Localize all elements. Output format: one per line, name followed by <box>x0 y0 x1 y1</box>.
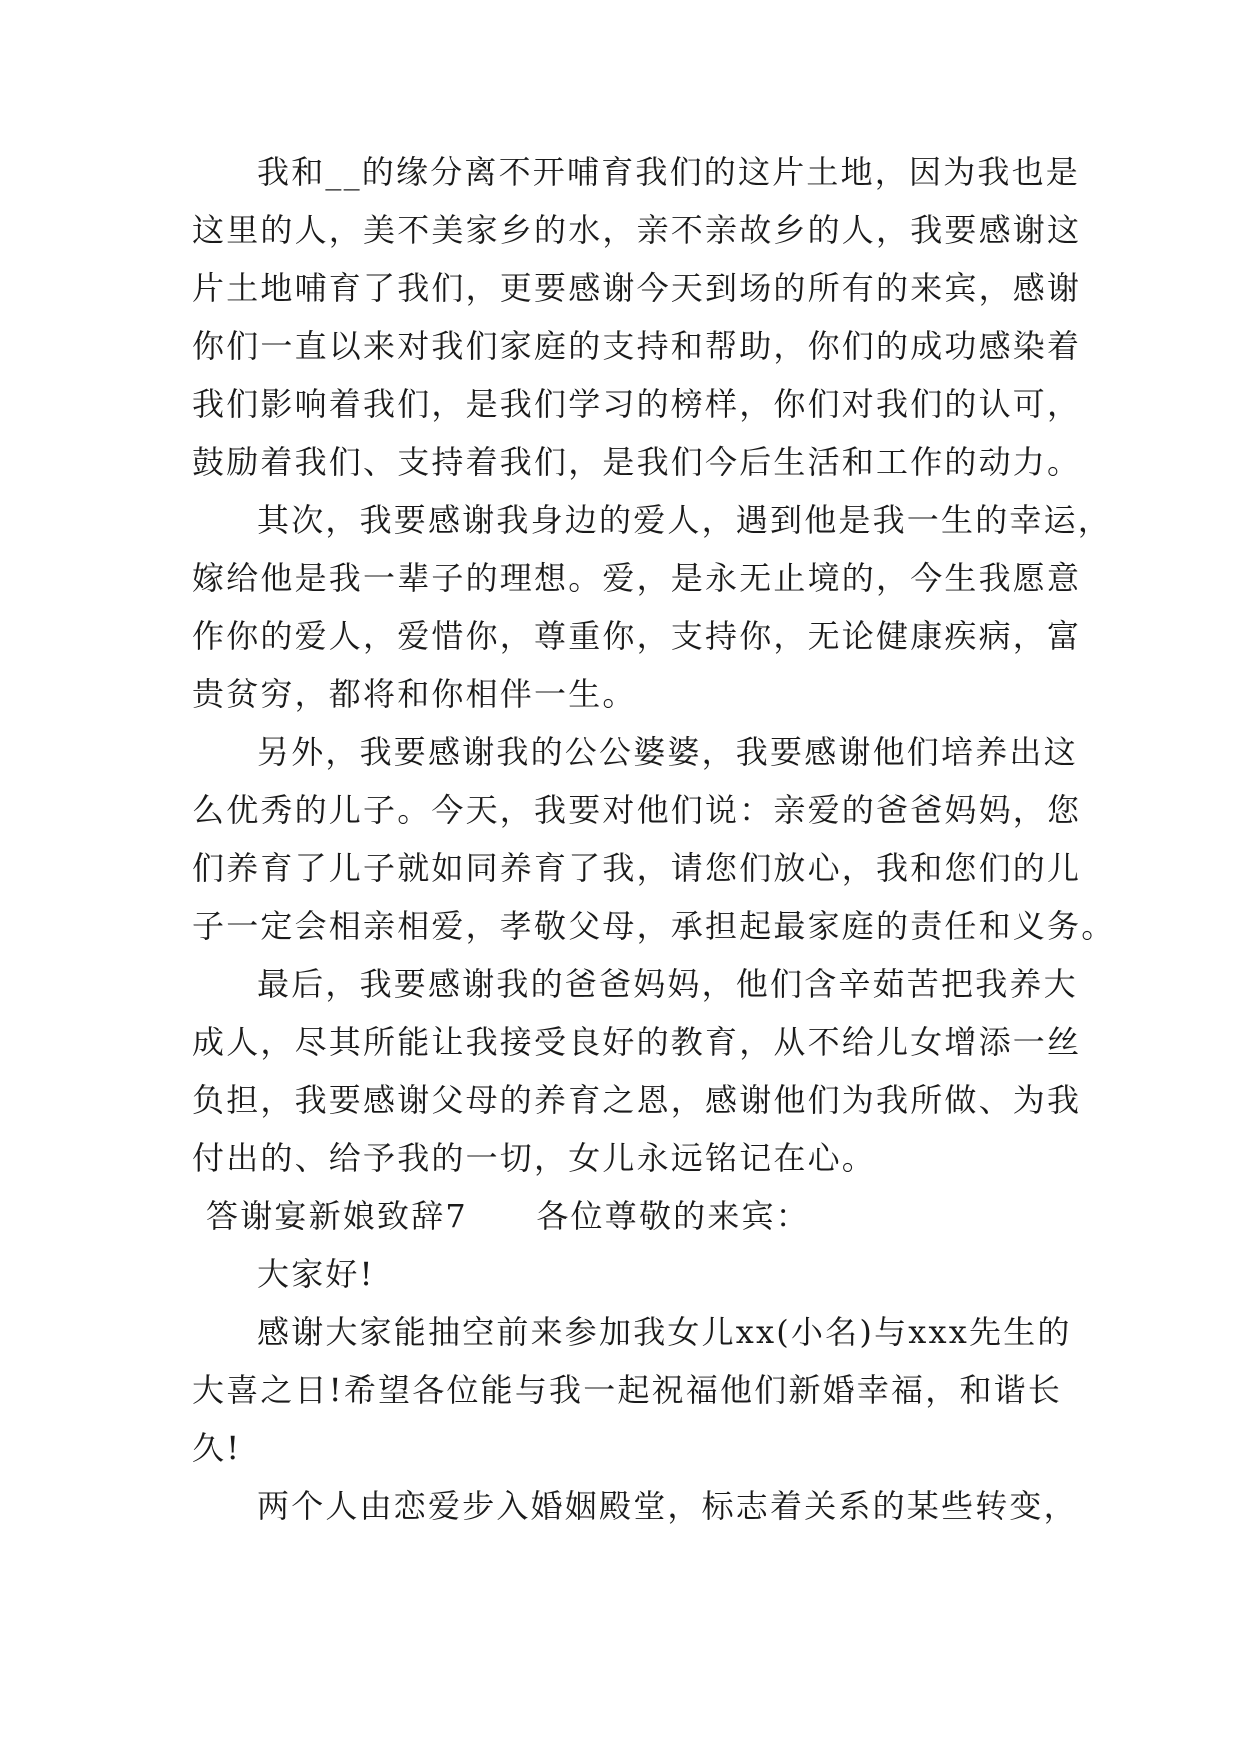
paragraph-line: 你们一直以来对我们家庭的支持和帮助，你们的成功感染着 <box>192 327 1082 365</box>
paragraph-line: 付出的、给予我的一切，女儿永远铭记在心。 <box>192 1139 877 1177</box>
paragraph-line: 其次，我要感谢我身边的爱人，遇到他是我一生的幸运， <box>257 501 1113 539</box>
paragraph-line: 两个人由恋爱步入婚姻殿堂，标志着关系的某些转变， <box>257 1487 1078 1525</box>
paragraph-line: 我们影响着我们，是我们学习的榜样，你们对我们的认可， <box>192 385 1082 423</box>
paragraph-line: 大喜之日!希望各位能与我一起祝福他们新婚幸福，和谐长 <box>192 1371 1063 1409</box>
paragraph-line: 成人，尽其所能让我接受良好的教育，从不给儿女增添一丝 <box>192 1023 1082 1061</box>
paragraph-line: 贵贫穷，都将和你相伴一生。 <box>192 675 637 713</box>
paragraph-line: 负担，我要感谢父母的养育之恩，感谢他们为我所做、为我 <box>192 1081 1082 1119</box>
paragraph-line: 片土地哺育了我们，更要感谢今天到场的所有的来宾，感谢 <box>192 269 1082 307</box>
paragraph-line: 作你的爱人，爱惜你，尊重你，支持你，无论健康疾病，富 <box>192 617 1082 655</box>
paragraph-line: 另外，我要感谢我的公公婆婆，我要感谢他们培养出这 <box>257 733 1078 771</box>
paragraph-line: 子一定会相亲相爱，孝敬父母，承担起最家庭的责任和义务。 <box>192 907 1116 945</box>
paragraph-line: 鼓励着我们、支持着我们，是我们今后生活和工作的动力。 <box>192 443 1082 481</box>
paragraph-line: 嫁给他是我一辈子的理想。爱，是永无止境的，今生我愿意 <box>192 559 1082 597</box>
paragraph-line: 最后，我要感谢我的爸爸妈妈，他们含辛茹苦把我养大 <box>257 965 1078 1003</box>
paragraph-line: 这里的人，美不美家乡的水，亲不亲故乡的人，我要感谢这 <box>192 211 1082 249</box>
section-heading: 答谢宴新娘致辞7 各位尊敬的来宾： <box>206 1197 810 1235</box>
paragraph-line: 们养育了儿子就如同养育了我，请您们放心，我和您们的儿 <box>192 849 1082 887</box>
paragraph-line: 么优秀的儿子。今天，我要对他们说：亲爱的爸爸妈妈，您 <box>192 791 1082 829</box>
paragraph-line: 久! <box>192 1429 242 1467</box>
paragraph-line: 感谢大家能抽空前来参加我女儿xx(小名)与xxx先生的 <box>257 1313 1072 1351</box>
greeting-line: 大家好! <box>257 1255 375 1293</box>
paragraph-line: 我和__的缘分离不开哺育我们的这片土地，因为我也是 <box>257 153 1081 191</box>
